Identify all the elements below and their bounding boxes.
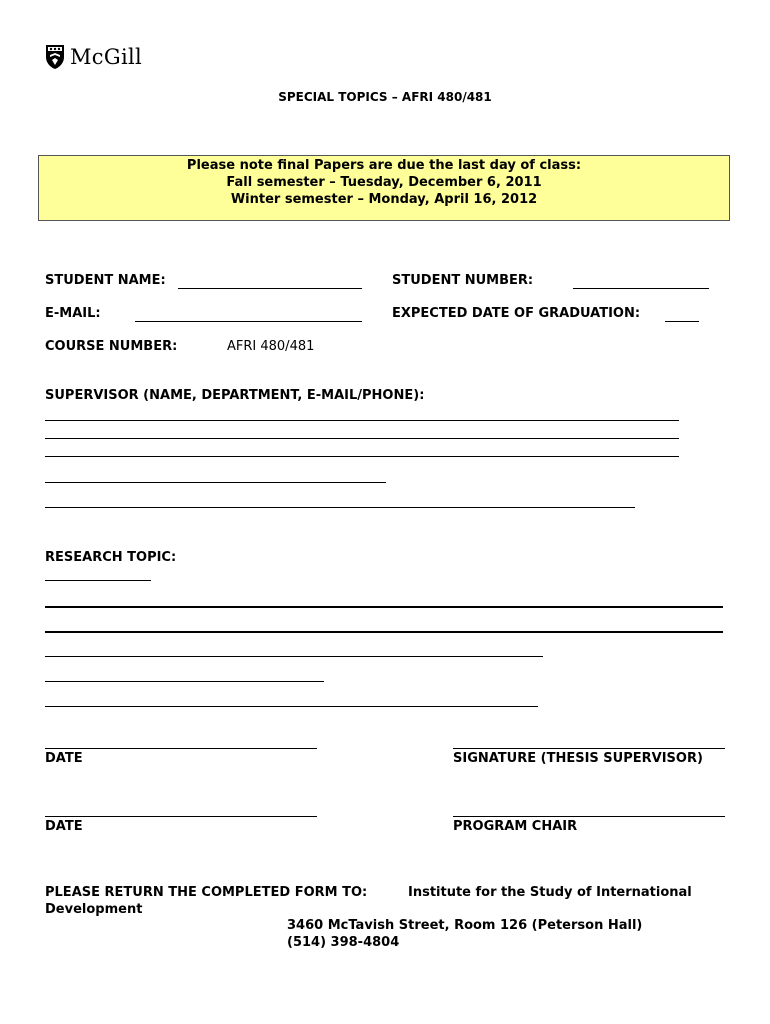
email-label: E-MAIL: bbox=[45, 306, 101, 321]
notice-line-3: Winter semester – Monday, April 16, 2012 bbox=[230, 192, 538, 207]
student-number-field[interactable] bbox=[573, 288, 709, 289]
course-number-label: COURSE NUMBER: bbox=[45, 339, 178, 354]
program-chair-line[interactable] bbox=[453, 816, 725, 817]
date-line-1[interactable] bbox=[45, 748, 317, 749]
date-line-2[interactable] bbox=[45, 816, 317, 817]
notice-line-2: Fall semester – Tuesday, December 6, 2011 bbox=[226, 175, 542, 190]
research-topic-line-2[interactable] bbox=[45, 606, 723, 608]
supervisor-signature-line[interactable] bbox=[453, 748, 725, 749]
institute-phone: (514) 398-4804 bbox=[287, 935, 400, 950]
date-label-1: DATE bbox=[45, 751, 83, 766]
page-title: SPECIAL TOPICS – AFRI 480/481 bbox=[278, 90, 492, 104]
mcgill-logo bbox=[45, 44, 142, 70]
program-chair-label: PROGRAM CHAIR bbox=[453, 819, 578, 834]
research-topic-line-1[interactable] bbox=[45, 580, 151, 581]
supervisor-label: SUPERVISOR (NAME, DEPARTMENT, E-MAIL/PHONE): bbox=[45, 388, 425, 403]
student-name-field[interactable] bbox=[178, 288, 362, 289]
graduation-label: EXPECTED DATE OF GRADUATION: bbox=[392, 306, 641, 321]
supervisor-line-4[interactable] bbox=[45, 482, 386, 483]
institute-name: Institute for the Study of International bbox=[408, 885, 692, 900]
supervisor-line-2[interactable] bbox=[45, 438, 679, 439]
institute-name-cont: Development bbox=[45, 902, 143, 917]
student-name-label: STUDENT NAME: bbox=[45, 273, 166, 288]
graduation-field[interactable] bbox=[665, 321, 699, 322]
student-number-label: STUDENT NUMBER: bbox=[392, 273, 534, 288]
mcgill-crest-icon bbox=[45, 44, 65, 70]
email-field[interactable] bbox=[135, 321, 362, 322]
deadline-notice bbox=[38, 155, 730, 221]
notice-line-1: Please note final Papers are due the last day of class: bbox=[186, 158, 582, 173]
logo-text: McGill bbox=[70, 45, 142, 69]
research-topic-line-3[interactable] bbox=[45, 631, 723, 633]
return-label: PLEASE RETURN THE COMPLETED FORM TO: bbox=[45, 885, 368, 900]
supervisor-line-3[interactable] bbox=[45, 456, 679, 457]
supervisor-line-1[interactable] bbox=[45, 420, 679, 421]
institute-address: 3460 McTavish Street, Room 126 (Peterson Hall) bbox=[287, 918, 643, 933]
supervisor-signature-label: SIGNATURE (THESIS SUPERVISOR) bbox=[453, 751, 703, 766]
research-topic-label: RESEARCH TOPIC: bbox=[45, 550, 177, 565]
research-topic-line-6[interactable] bbox=[45, 706, 538, 707]
research-topic-line-5[interactable] bbox=[45, 681, 324, 682]
research-topic-line-4[interactable] bbox=[45, 656, 543, 657]
course-number-value: AFRI 480/481 bbox=[227, 339, 315, 354]
date-label-2: DATE bbox=[45, 819, 83, 834]
supervisor-line-5[interactable] bbox=[45, 507, 635, 508]
